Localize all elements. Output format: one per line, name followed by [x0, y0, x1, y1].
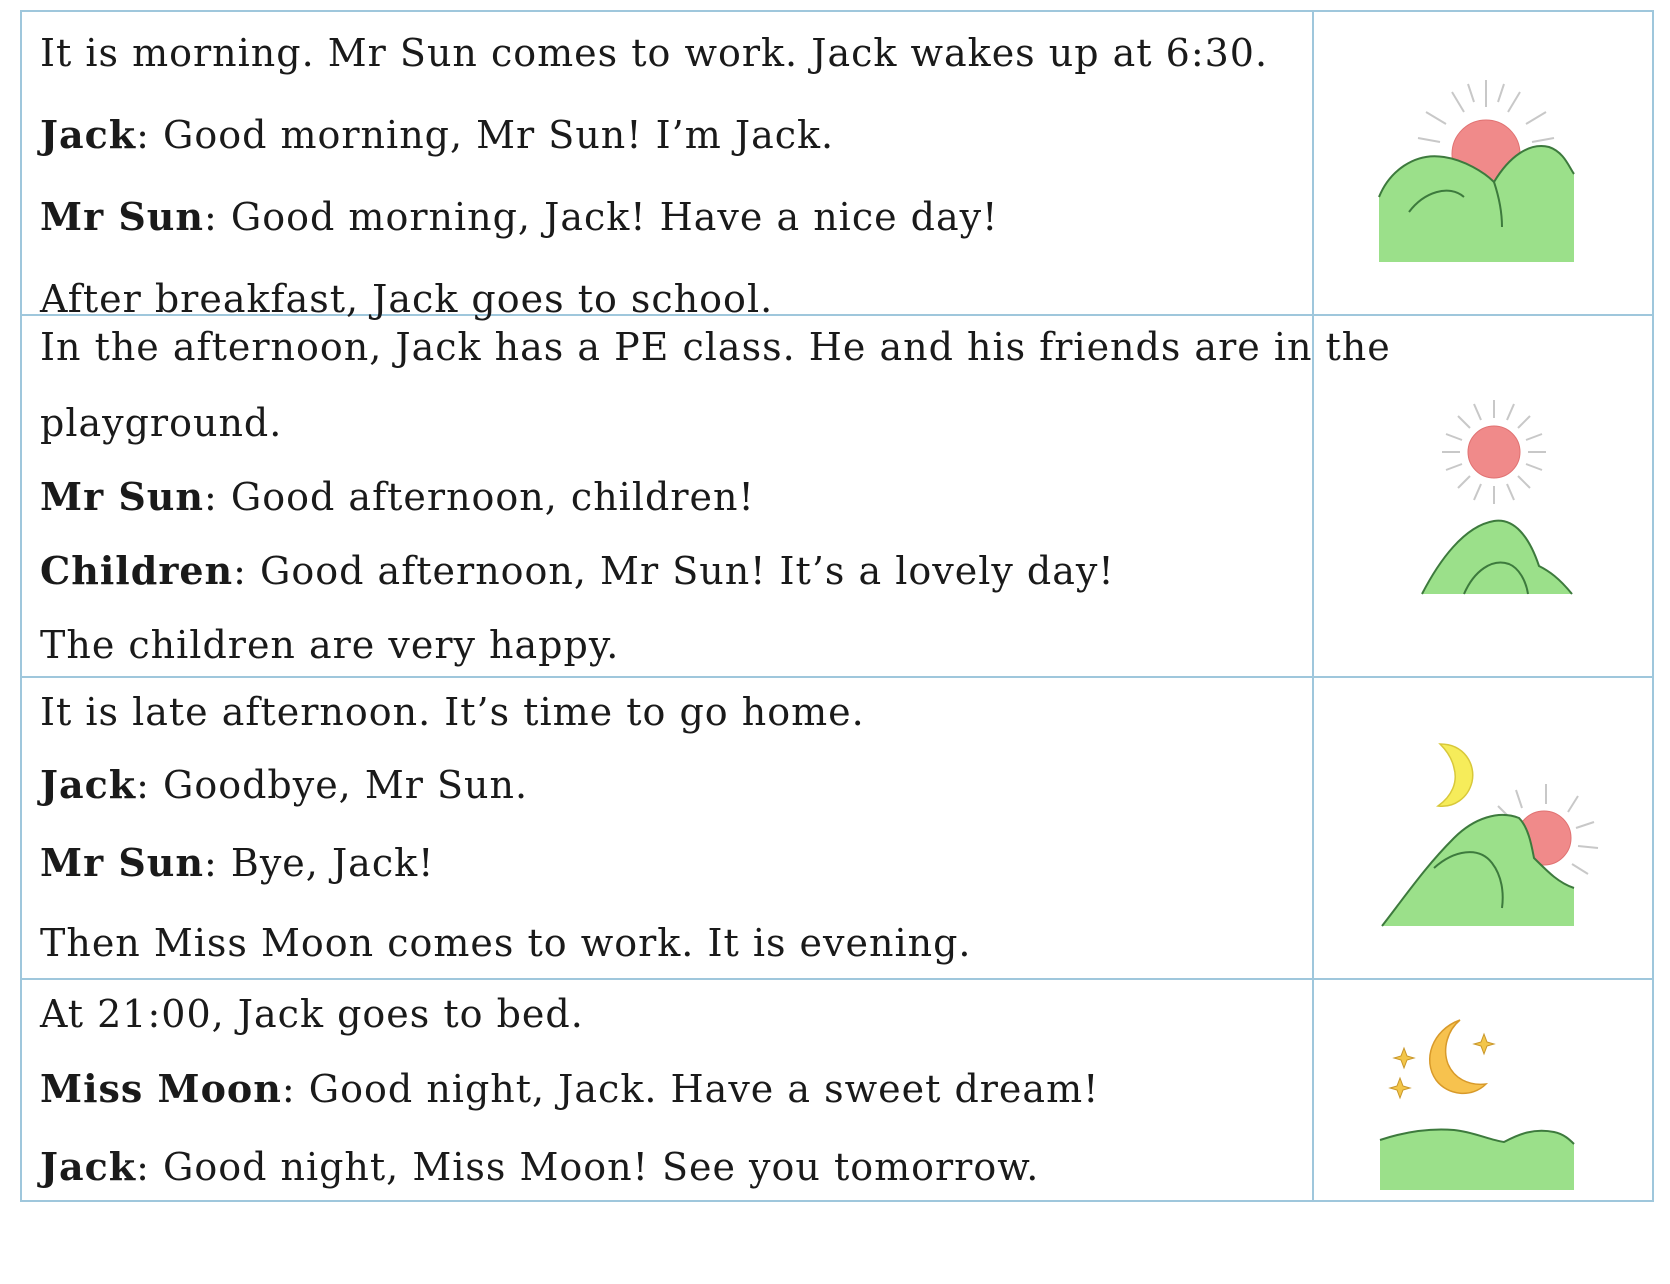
speaker-separator: : — [281, 1067, 309, 1111]
story-line — [40, 824, 1312, 902]
speaker-separator: : — [136, 113, 163, 157]
speaker-name: Mr Sun — [40, 194, 205, 239]
line-text: Good afternoon, children! — [230, 475, 755, 519]
line-text: Good afternoon, Mr Sun! It’s a lovely day! — [260, 549, 1115, 593]
speaker-separator: : — [136, 1145, 163, 1189]
story-row-evening — [22, 678, 1652, 980]
line-text: Good morning, Mr Sun! I’m Jack. — [162, 113, 835, 157]
text-cell-evening — [22, 678, 1314, 978]
story-line — [40, 678, 1312, 746]
story-line — [40, 316, 1391, 386]
story-line — [40, 608, 1312, 676]
line-text: Good night, Miss Moon! See you tomorrow. — [162, 1145, 1040, 1189]
speaker-name: Jack — [40, 1144, 137, 1189]
sunset-with-moon-icon — [1314, 678, 1652, 980]
sunrise-over-hills-icon — [1314, 12, 1652, 316]
story-line — [40, 1050, 1312, 1128]
speaker-name: Children — [40, 548, 234, 593]
speaker-name: Jack — [40, 762, 137, 807]
moon-and-stars-over-hills-icon — [1314, 980, 1652, 1200]
story-line — [40, 94, 1312, 176]
picture-cell-night — [1314, 980, 1652, 1200]
story-line — [40, 902, 1312, 976]
line-text: Goodbye, Mr Sun. — [162, 763, 529, 807]
story-row-morning — [22, 12, 1652, 321]
story-line — [40, 534, 1312, 608]
speaker-name: Mr Sun — [40, 840, 205, 885]
line-text: In the afternoon, Jack has a PE class. He and his friends are in the — [40, 325, 1391, 369]
speaker-separator: : — [233, 549, 261, 593]
speaker-name: Jack — [40, 112, 137, 157]
speaker-separator: : — [136, 763, 163, 807]
story-line — [40, 980, 1312, 1050]
story-line — [40, 746, 1312, 824]
text-cell-morning — [22, 12, 1314, 321]
speaker-separator: : — [204, 475, 231, 519]
speaker-name: Miss Moon — [40, 1066, 282, 1111]
speaker-separator: : — [204, 195, 231, 239]
picture-cell-evening — [1314, 678, 1652, 978]
text-cell-afternoon — [22, 316, 1391, 676]
story-line — [40, 176, 1312, 258]
story-line — [40, 460, 1312, 534]
story-row-afternoon — [22, 316, 1652, 678]
line-text: After breakfast, Jack goes to school. — [40, 277, 774, 321]
text-cell-night — [22, 980, 1314, 1200]
story-line — [40, 12, 1312, 94]
picture-cell-afternoon — [1314, 316, 1652, 676]
line-text: Good night, Jack. Have a sweet dream! — [308, 1067, 1100, 1111]
line-text: Then Miss Moon comes to work. It is evening. — [40, 921, 972, 965]
line-text: playground. — [40, 401, 283, 445]
line-text: It is late afternoon. It’s time to go home. — [40, 690, 865, 734]
line-text: Bye, Jack! — [230, 841, 435, 885]
story-line — [40, 1128, 1312, 1200]
picture-cell-morning — [1314, 12, 1652, 314]
story-table — [20, 10, 1654, 1202]
story-row-night — [22, 980, 1652, 1200]
line-text: At 21:00, Jack goes to bed. — [40, 992, 584, 1036]
line-text: The children are very happy. — [40, 623, 620, 667]
speaker-separator: : — [204, 841, 231, 885]
line-text: Good morning, Jack! Have a nice day! — [230, 195, 999, 239]
story-line — [40, 386, 1312, 460]
speaker-name: Mr Sun — [40, 474, 205, 519]
line-text: It is morning. Mr Sun comes to work. Jack wakes up at 6:30. — [40, 31, 1269, 75]
midday-sun-over-hill-icon — [1314, 316, 1652, 678]
